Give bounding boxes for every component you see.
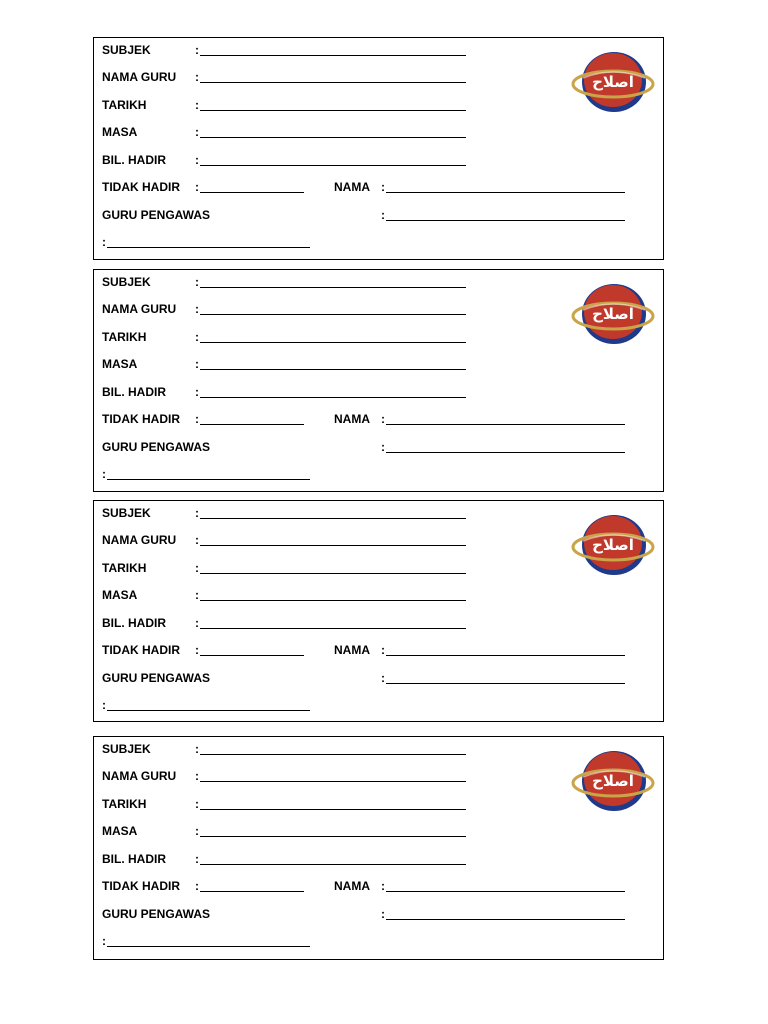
nama-guru-label: NAMA GURU <box>102 769 177 783</box>
school-emblem-icon <box>571 511 655 579</box>
colon: : <box>195 742 199 756</box>
colon: : <box>195 302 199 316</box>
emblem-text: اصلاح <box>592 305 634 323</box>
guru-pengawas-field[interactable] <box>386 441 625 453</box>
bil-hadir-label: BIL. HADIR <box>102 616 166 630</box>
attendance-slip-card <box>93 37 664 260</box>
tidak-hadir-field[interactable] <box>200 644 304 656</box>
emblem-text: اصلاح <box>592 536 634 554</box>
nama-field[interactable] <box>386 644 625 656</box>
nama-field[interactable] <box>386 880 625 892</box>
colon: : <box>195 797 199 811</box>
colon: : <box>381 208 385 222</box>
subjek-field[interactable] <box>200 743 466 755</box>
masa-label: MASA <box>102 588 138 602</box>
colon: : <box>381 412 385 426</box>
guru-pengawas-label: GURU PENGAWAS <box>102 208 211 222</box>
masa-label: MASA <box>102 824 138 838</box>
signature-field[interactable] <box>107 236 310 248</box>
emblem-text: اصلاح <box>592 73 634 91</box>
subjek-label: SUBJEK <box>102 43 151 57</box>
tarikh-field[interactable] <box>200 798 466 810</box>
attendance-slip-card <box>93 500 664 722</box>
colon: : <box>381 907 385 921</box>
subjek-label: SUBJEK <box>102 275 151 289</box>
nama-guru-field[interactable] <box>200 770 466 782</box>
nama-field[interactable] <box>386 181 625 193</box>
signature-field[interactable] <box>107 935 310 947</box>
nama-guru-label: NAMA GURU <box>102 302 177 316</box>
emblem-text: اصلاح <box>592 772 634 790</box>
tarikh-label: TARIKH <box>102 797 147 811</box>
nama-label: NAMA <box>334 412 370 426</box>
colon: : <box>102 235 106 249</box>
bil-hadir-field[interactable] <box>200 386 466 398</box>
tarikh-label: TARIKH <box>102 98 147 112</box>
bil-hadir-label: BIL. HADIR <box>102 852 166 866</box>
tarikh-label: TARIKH <box>102 561 147 575</box>
nama-label: NAMA <box>334 879 370 893</box>
subjek-label: SUBJEK <box>102 506 151 520</box>
colon: : <box>381 879 385 893</box>
guru-pengawas-label: GURU PENGAWAS <box>102 440 211 454</box>
colon: : <box>195 879 199 893</box>
guru-pengawas-label: GURU PENGAWAS <box>102 907 211 921</box>
colon: : <box>195 643 199 657</box>
colon: : <box>195 43 199 57</box>
colon: : <box>195 98 199 112</box>
colon: : <box>381 180 385 194</box>
nama-label: NAMA <box>334 180 370 194</box>
colon: : <box>195 275 199 289</box>
tidak-hadir-field[interactable] <box>200 880 304 892</box>
attendance-slip-card <box>93 736 664 960</box>
tarikh-label: TARIKH <box>102 330 147 344</box>
nama-guru-label: NAMA GURU <box>102 70 177 84</box>
guru-pengawas-field[interactable] <box>386 209 625 221</box>
bil-hadir-label: BIL. HADIR <box>102 385 166 399</box>
tarikh-field[interactable] <box>200 562 466 574</box>
colon: : <box>195 125 199 139</box>
attendance-slip-card <box>93 269 664 492</box>
subjek-field[interactable] <box>200 507 466 519</box>
colon: : <box>195 385 199 399</box>
tarikh-field[interactable] <box>200 331 466 343</box>
nama-label: NAMA <box>334 643 370 657</box>
colon: : <box>195 180 199 194</box>
tidak-hadir-label: TIDAK HADIR <box>102 643 180 657</box>
nama-guru-field[interactable] <box>200 303 466 315</box>
colon: : <box>195 506 199 520</box>
colon: : <box>195 852 199 866</box>
colon: : <box>195 769 199 783</box>
colon: : <box>195 330 199 344</box>
guru-pengawas-label: GURU PENGAWAS <box>102 671 211 685</box>
colon: : <box>195 153 199 167</box>
colon: : <box>195 412 199 426</box>
signature-field[interactable] <box>107 468 310 480</box>
nama-field[interactable] <box>386 413 625 425</box>
guru-pengawas-field[interactable] <box>386 908 625 920</box>
colon: : <box>195 533 199 547</box>
colon: : <box>102 934 106 948</box>
bil-hadir-field[interactable] <box>200 617 466 629</box>
nama-guru-field[interactable] <box>200 71 466 83</box>
subjek-label: SUBJEK <box>102 742 151 756</box>
colon: : <box>195 588 199 602</box>
bil-hadir-field[interactable] <box>200 154 466 166</box>
subjek-field[interactable] <box>200 276 466 288</box>
colon: : <box>381 643 385 657</box>
tarikh-field[interactable] <box>200 99 466 111</box>
tidak-hadir-field[interactable] <box>200 181 304 193</box>
school-emblem-icon <box>571 747 655 815</box>
masa-field[interactable] <box>200 825 466 837</box>
bil-hadir-field[interactable] <box>200 853 466 865</box>
tidak-hadir-field[interactable] <box>200 413 304 425</box>
colon: : <box>195 824 199 838</box>
masa-label: MASA <box>102 357 138 371</box>
guru-pengawas-field[interactable] <box>386 672 625 684</box>
colon: : <box>381 440 385 454</box>
nama-guru-label: NAMA GURU <box>102 533 177 547</box>
signature-field[interactable] <box>107 699 310 711</box>
colon: : <box>102 698 106 712</box>
colon: : <box>195 561 199 575</box>
nama-guru-field[interactable] <box>200 534 466 546</box>
colon: : <box>195 616 199 630</box>
colon: : <box>195 70 199 84</box>
masa-field[interactable] <box>200 126 466 138</box>
masa-field[interactable] <box>200 358 466 370</box>
colon: : <box>381 671 385 685</box>
subjek-field[interactable] <box>200 44 466 56</box>
colon: : <box>195 357 199 371</box>
colon: : <box>102 467 106 481</box>
school-emblem-icon <box>571 48 655 116</box>
masa-field[interactable] <box>200 589 466 601</box>
tidak-hadir-label: TIDAK HADIR <box>102 180 180 194</box>
bil-hadir-label: BIL. HADIR <box>102 153 166 167</box>
tidak-hadir-label: TIDAK HADIR <box>102 879 180 893</box>
masa-label: MASA <box>102 125 138 139</box>
school-emblem-icon <box>571 280 655 348</box>
tidak-hadir-label: TIDAK HADIR <box>102 412 180 426</box>
